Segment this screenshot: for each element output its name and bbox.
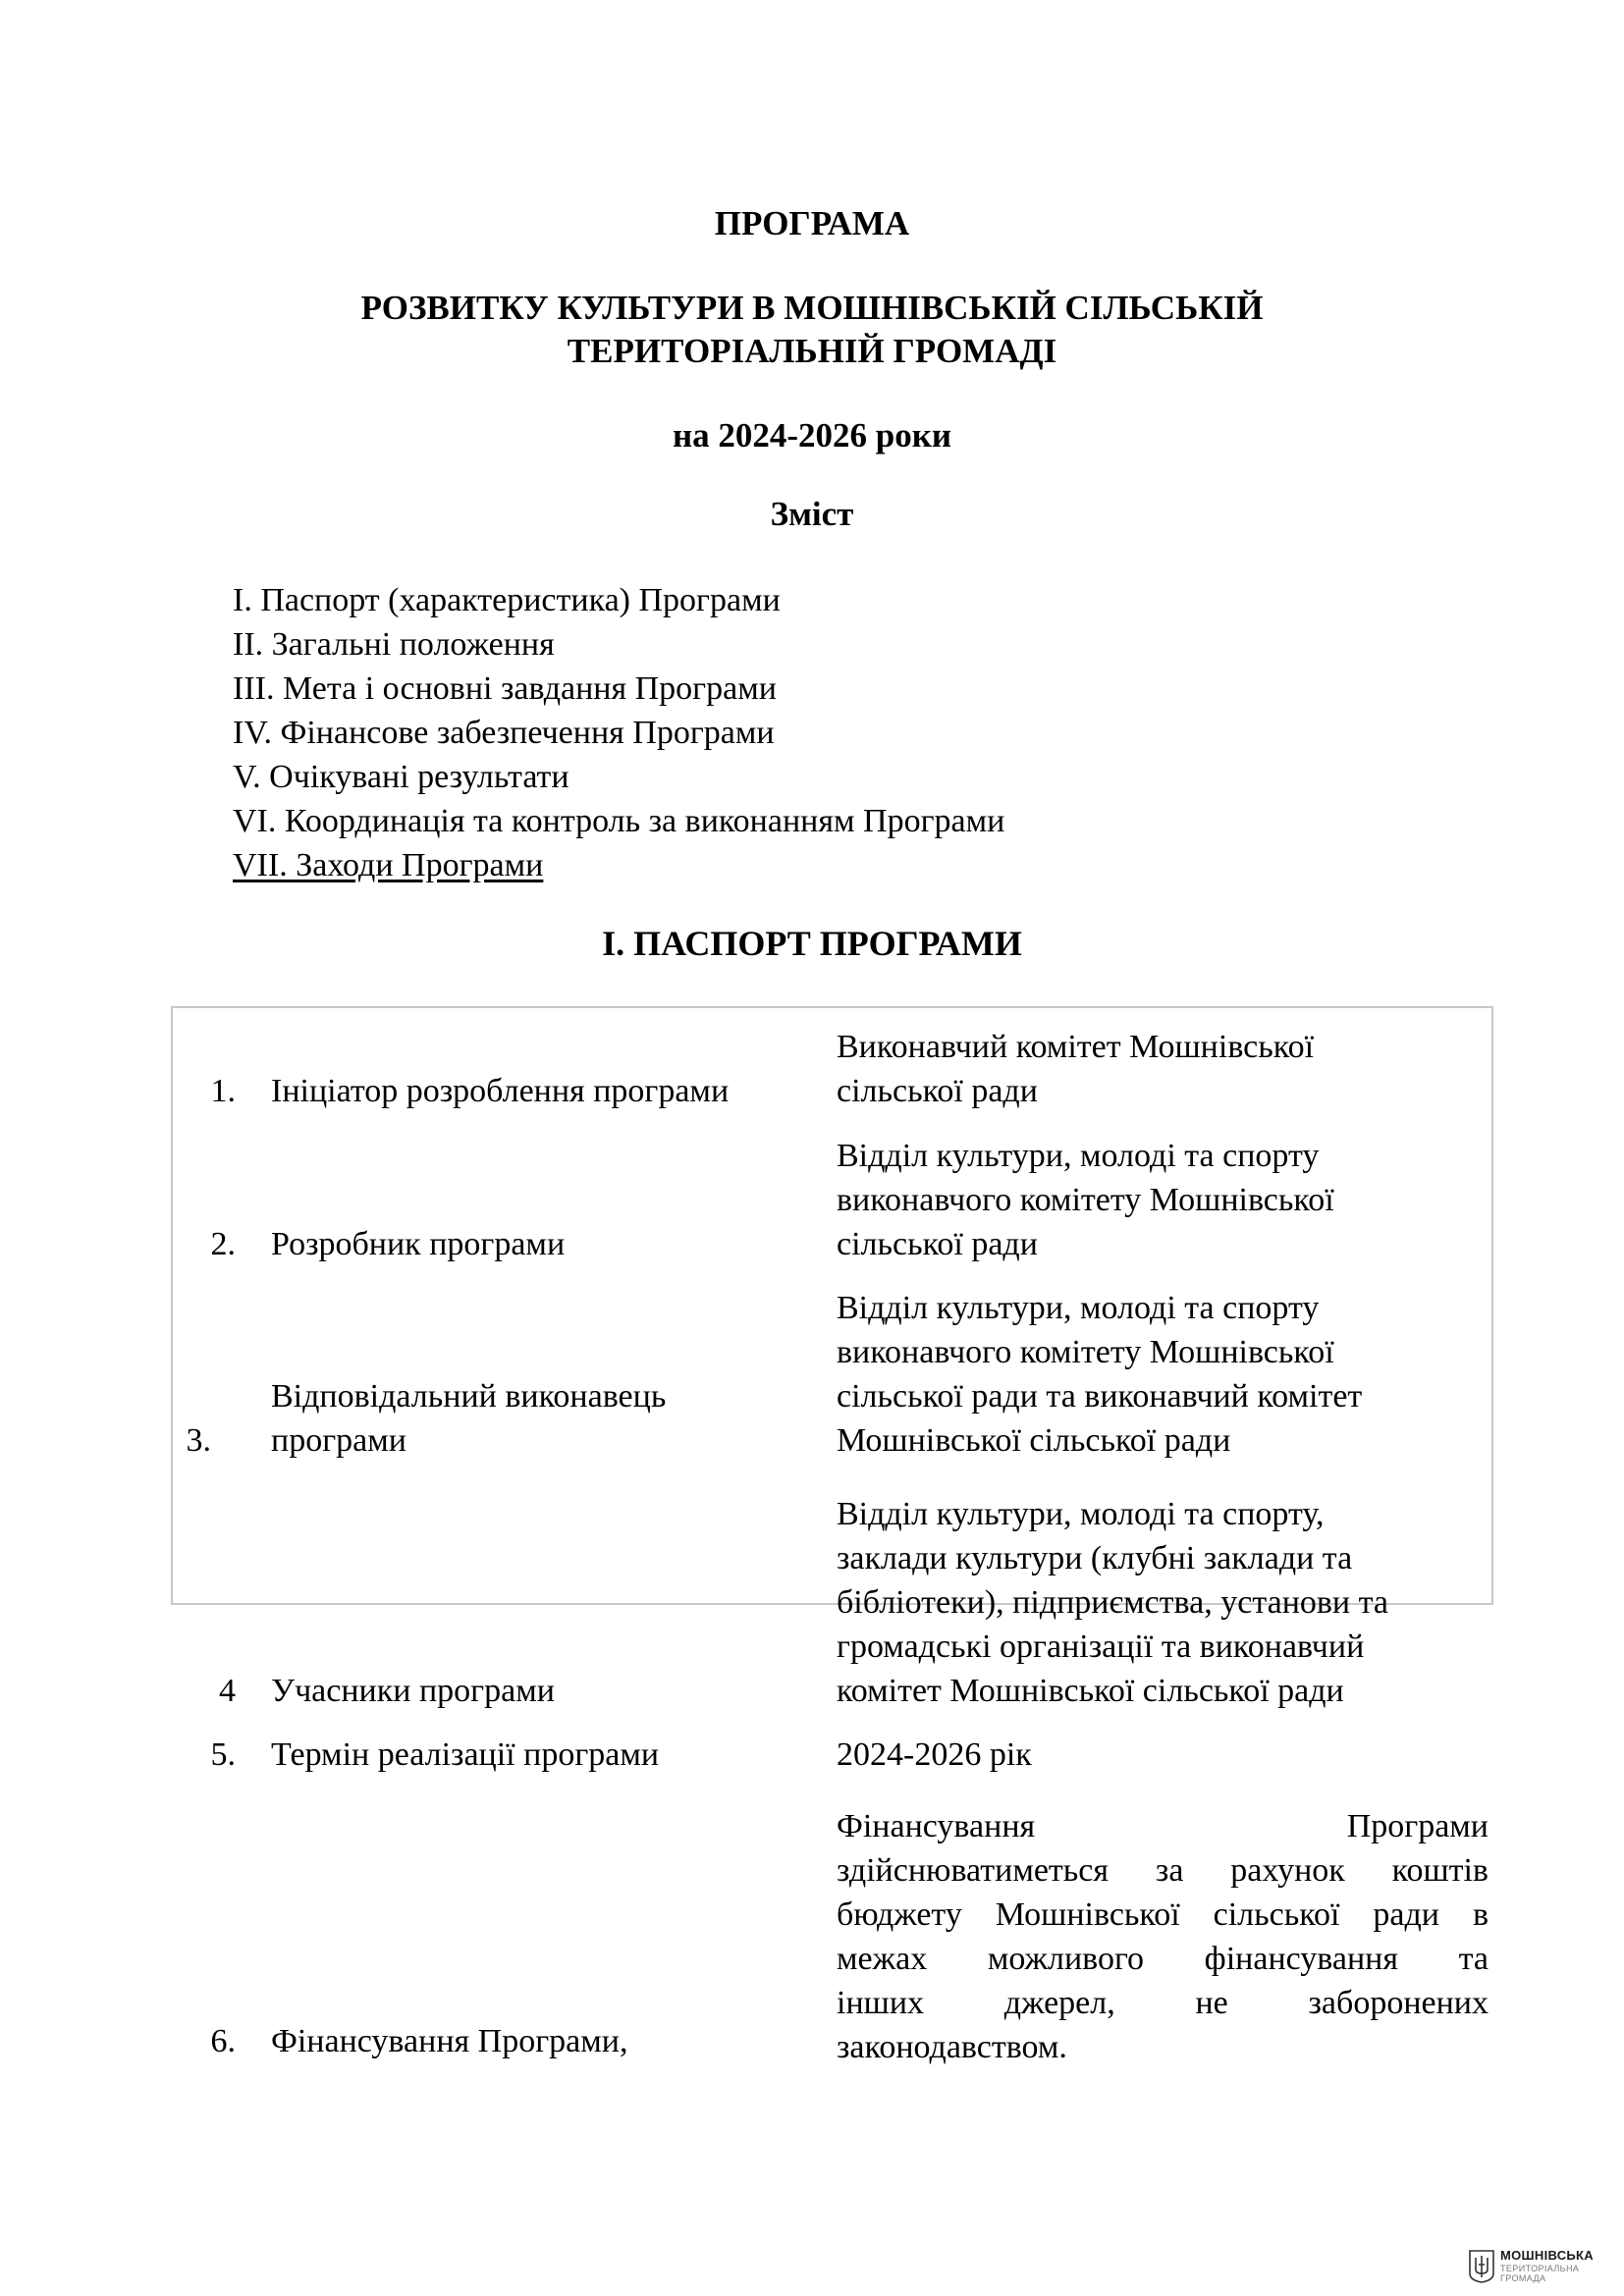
row-6-value-line: бюджету Мошнівської сільської ради в [837,1896,1489,1933]
table-of-contents [233,578,1004,887]
community-logo [1469,2248,1616,2287]
row-5-number: 5. [210,1736,236,1773]
row-6-value-line: Фінансування Програми [837,1808,1489,1844]
logo-subtitle-line-2: ГРОМАДА [1500,2273,1546,2283]
row-4-value-line: бібліотеки), підприємства, установи та [837,1584,1388,1621]
row-4-value-line: громадські організації та виконавчий [837,1629,1365,1665]
row-2-value-line: виконавчого комітету Мошнівської [837,1182,1334,1218]
document-years: на 2024-2026 роки [672,416,952,454]
row-4-value-line: Відділ культури, молоді та спорту, [837,1496,1325,1532]
row-4-value-line: заклади культури (клубні заклади та [837,1540,1353,1576]
row-2-number: 2. [210,1226,236,1262]
subtitle-line-2: ТЕРИТОРІАЛЬНІЙ ГРОМАДІ [567,332,1057,370]
document-subtitle [0,287,1624,373]
row-3-value [837,1286,1492,1463]
row-3-value-line: сільської ради та виконавчий комітет [837,1378,1363,1415]
subtitle-line-1: РОЗВИТКУ КУЛЬТУРИ В МОШНІВСЬКІЙ СІЛЬСЬКІЙ [360,289,1264,327]
row-4-value-line: комітет Мошнівської сільської ради [837,1673,1344,1709]
row-2-value-line: сільської ради [837,1226,1038,1262]
toc-item-1[interactable]: І. Паспорт (характеристика) Програми [233,582,781,618]
row-3-number: 3. [186,1422,211,1459]
trident-emblem-icon [1469,2250,1494,2283]
logo-title: МОШНІВСЬКА [1500,2248,1594,2263]
row-6-value-line: інших джерел, не заборонених [837,1985,1489,2021]
row-3-value-line: виконавчого комітету Мошнівської [837,1334,1334,1370]
toc-item-4[interactable]: IV. Фінансове забезпечення Програми [233,715,775,751]
row-5-value: 2024-2026 рік [837,1736,1032,1773]
row-4-label: Учасники програми [271,1673,555,1709]
row-1-label: Ініціатор розроблення програми [271,1073,730,1109]
toc-item-5[interactable]: V. Очікувані результати [233,759,569,795]
row-3-label-line: Відповідальний виконавець [271,1378,667,1415]
row-2-value [837,1134,1492,1266]
row-1-value-line: сільської ради [837,1073,1038,1109]
row-6-value-line: здійснюватиметься за рахунок коштів [837,1852,1489,1889]
row-4-value [837,1492,1492,1713]
row-2-label: Розробник програми [271,1226,566,1262]
passport-heading: І. ПАСПОРТ ПРОГРАМИ [602,924,1022,963]
document-title: ПРОГРАМА [714,204,910,242]
toc-item-2[interactable]: ІІ. Загальні положення [233,626,555,663]
row-3-value-line: Мошнівської сільської ради [837,1422,1231,1459]
row-6-number: 6. [210,2023,236,2059]
row-3-label [271,1374,821,1463]
row-1-value-line: Виконавчий комітет Мошнівської [837,1029,1315,1065]
row-1-number: 1. [210,1073,236,1109]
row-3-value-line: Відділ культури, молоді та спорту [837,1290,1320,1326]
row-2-value-line: Відділ культури, молоді та спорту [837,1138,1320,1174]
toc-item-6[interactable]: VI. Координація та контроль за виконанням Програми [233,803,1005,839]
row-6-label: Фінансування Програми, [271,2023,628,2059]
row-1-value [837,1025,1492,1113]
toc-item-7-text[interactable]: VII. Заходи Програми [233,847,544,883]
row-6-value [837,1804,1489,2069]
row-3-label-line: програми [271,1422,406,1459]
row-4-number: 4 [219,1673,236,1709]
row-5-label: Термін реалізації програми [271,1736,660,1773]
contents-heading: Зміст [770,495,854,533]
toc-item-3[interactable]: ІІІ. Мета і основні завдання Програми [233,670,777,707]
toc-item-7-link[interactable] [233,843,1004,887]
logo-subtitle-line-1: ТЕРИТОРІАЛЬНА [1500,2264,1580,2273]
row-6-value-line: законодавством. [837,2029,1067,2065]
row-6-value-line: межах можливого фінансування та [837,1941,1489,1977]
